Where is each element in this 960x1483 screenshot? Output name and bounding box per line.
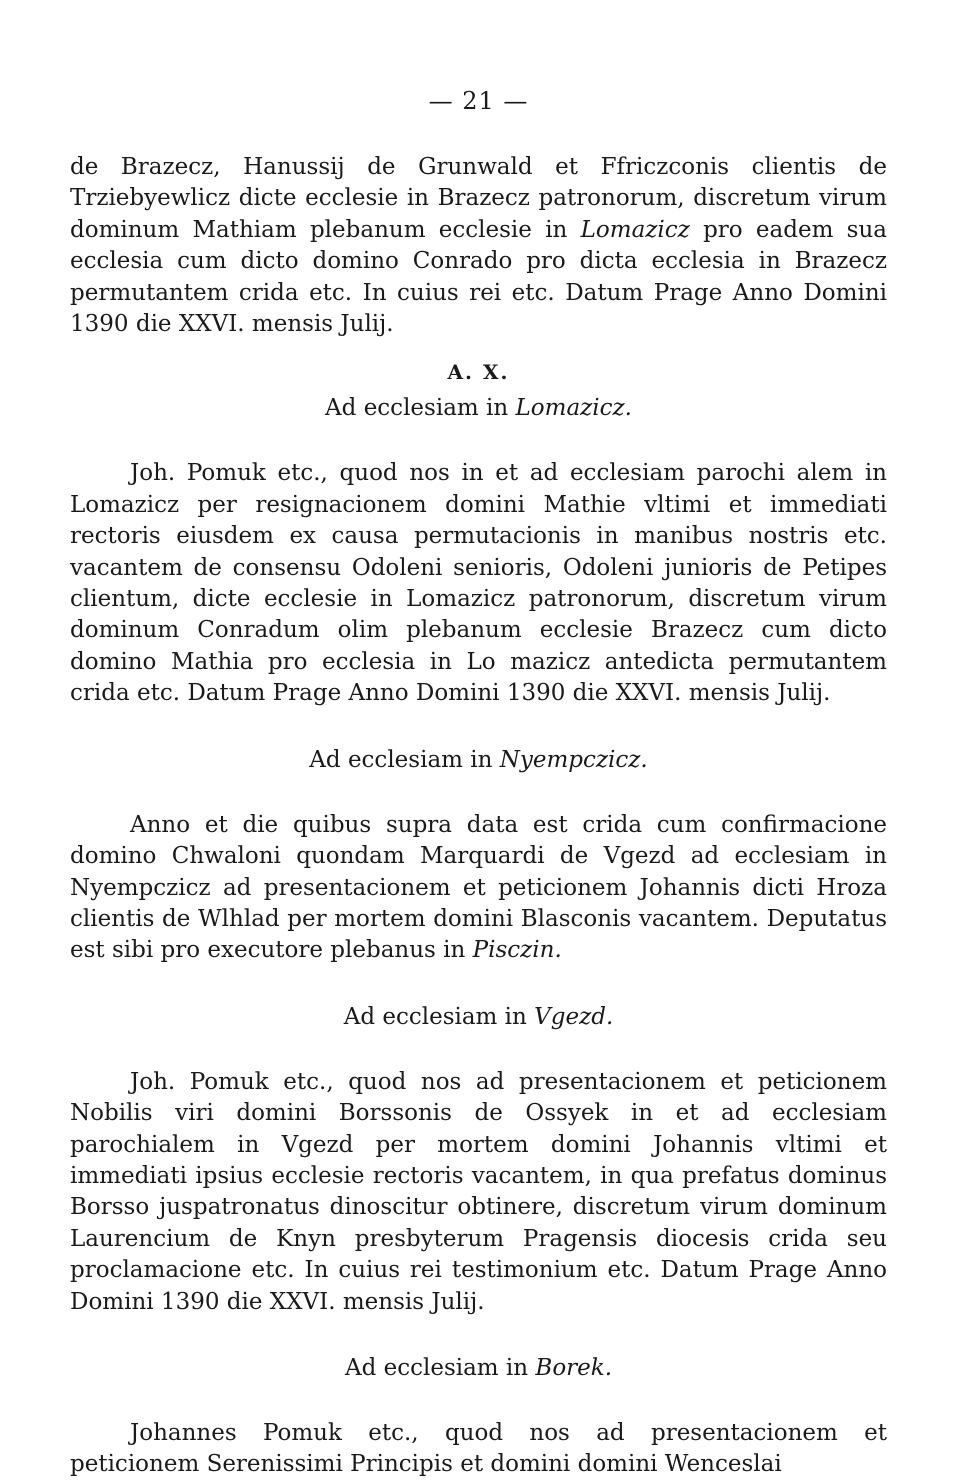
italic-text: Pisczin.	[472, 937, 562, 964]
section-heading	[70, 1352, 887, 1384]
italic-text: Vgezd.	[534, 1003, 614, 1030]
text-segment: de Brazecz, Hanussij de Grunwald et Ffriczconis clientis de Trziebyewlicz dicte ecclesie in Brazecz patronorum, discretum virum dominum Mathiam plebanum ecclesie in	[70, 154, 887, 243]
section-heading	[70, 744, 887, 776]
section-marker: A. X.	[447, 360, 510, 385]
italic-text: Nyempczicz.	[499, 746, 648, 773]
italic-text: Lomazicz.	[515, 395, 632, 422]
text-segment: Ad ecclesiam in	[343, 1003, 535, 1030]
text-segment: pro eadem sua ecclesia cum dicto domino Conrado pro dicta ecclesia in Brazecz permutantem crida etc. In cuius rei etc. Datum Prage Anno Domini 1390 die XXVI. mensis Julij.	[70, 216, 888, 338]
paragraph	[70, 1067, 887, 1318]
text-segment: Joh. Pomuk etc., quod nos ad presentacionem et peticionem Nobilis viri domini Borssonis de Ossyek in et ad ecclesiam parochialem in Vgezd per mortem domini Johannis vltimi et immediati ipsius ecclesie rectoris vacantem, in qua prefatus dominus Borsso juspatronatus dinoscitur obtinere, discretum virum dominum Laurencium de Knyn presbyterum Pragensis diocesis crida seu proclamacione etc. In cuius rei testimonium etc. Datum Prage Anno Domini 1390 die XXVI. mensis Julij.	[70, 1068, 887, 1315]
paragraph	[70, 458, 887, 709]
text-segment: Ad ecclesiam in	[325, 395, 516, 422]
page-content	[70, 152, 887, 1481]
text-segment: Ad ecclesiam in	[344, 1354, 536, 1381]
text-segment: Johannes Pomuk etc., quod nos ad presentacionem et peticionem Serenissimi Principis et domini domini Wenceslai	[70, 1419, 887, 1478]
paragraph	[70, 1418, 887, 1481]
paragraph	[70, 810, 887, 967]
page-number: — 21 —	[428, 87, 529, 115]
text-segment: Anno et die quibus supra data est crida cum confirmacione domino Chwaloni quondam Marquardi de Vgezd ad ecclesiam in Nyempczicz ad presentacionem et peticionem Johannis dicti Hroza clientis de Wlhlad per mortem domini Blasconis vacantem. Deputatus est sibi pro executore plebanus in	[70, 811, 887, 964]
section-heading	[70, 392, 887, 424]
text-segment: Ad ecclesiam in	[309, 746, 500, 773]
paragraph	[70, 152, 887, 340]
italic-text: Borek.	[535, 1354, 613, 1381]
document-page	[70, 84, 887, 1481]
italic-text: Lomazicz	[580, 216, 690, 243]
text-segment: Joh. Pomuk etc., quod nos in et ad ecclesiam parochi alem in Lomazicz per resignacionem domini Mathie vltimi et immediati rectoris eiusdem ex causa permutacionis in manibus nostris etc. vacantem de consensu Odoleni senioris, Odoleni junioris de Petipes clientum, dicte ecclesie in Lomazicz patronorum, discretum virum dominum Conradum olim plebanum ecclesie Brazecz cum dicto domino Mathia pro ecclesia in Lo mazicz antedicta permutantem crida etc. Datum Prage Anno Domini 1390 die XXVI. mensis Julij.	[70, 460, 887, 707]
section-heading	[70, 1001, 887, 1033]
